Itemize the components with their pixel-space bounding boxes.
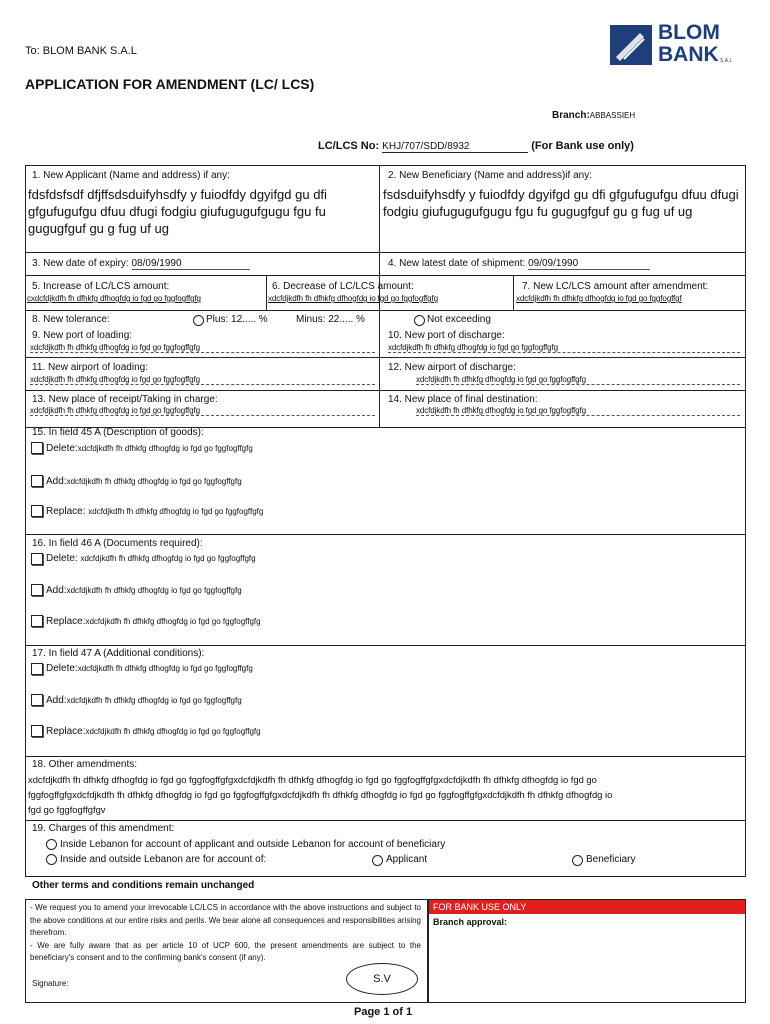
new-beneficiary-field[interactable]: fsdsduifyhsdfy y fuiodfdy dgyifgd gu dfi gfgufugufgu dfuu dfugi fodgiu giufugugufgugu fgu fu gugugfguf gu g fug uf ug bbox=[383, 187, 739, 219]
tolerance-minus-value[interactable]: Minus: 22..... % bbox=[296, 314, 365, 325]
new-applicant-field[interactable]: fdsfdsfsdf dfjffsdsduifyhsdfy y fuiodfdy dgyifgd gu dfi gfgufugufgu dfuu dfugi fodgiu giufugugufgugu fgu fu gugugfguf gu g fug uf ug bbox=[28, 187, 327, 236]
lc-number-field[interactable]: KHJ/707/SDD/8932 bbox=[382, 141, 528, 153]
f16-replace-checkbox[interactable] bbox=[31, 615, 43, 627]
field7-label: 7. New LC/LCS amount after amendment: bbox=[522, 281, 709, 292]
field15-title: 15. In field 45 A (Description of goods): bbox=[32, 427, 204, 438]
f16-delete-checkbox[interactable] bbox=[31, 553, 43, 565]
decrease-amount-field[interactable]: xdcfdjkdfh fh dfhkfg dfhogfdg io fgd go fggfogffgfg bbox=[268, 294, 438, 303]
f15-add-checkbox[interactable] bbox=[31, 475, 43, 487]
f16-add-label: Add: bbox=[46, 585, 67, 596]
f17-delete-checkbox[interactable] bbox=[31, 663, 43, 675]
f15-add-label: Add: bbox=[46, 476, 67, 487]
branch-label: Branch: bbox=[552, 110, 590, 121]
other-amendments-line2: fggfogffgfgxdcfdjkdfh fh dfhkfg dfhogfdg io fgd go fggfogffgfgxdcfdjkdfh fh dfhkfg dfhogfdg io fgd go fggfogffgfgxdcfdjkdfh fh dfhkfg dfhogfdg io bbox=[28, 789, 613, 800]
f15-replace-label: Replace: bbox=[46, 506, 86, 517]
f15-replace-checkbox[interactable] bbox=[31, 505, 43, 517]
f15-delete-label: Delete: bbox=[46, 443, 78, 454]
f17-delete-field[interactable]: xdcfdjkdfh fh dfhkfg dfhogfdg io fgd go fggfogffgfg bbox=[77, 664, 253, 673]
f17-add-label: Add: bbox=[46, 695, 67, 706]
logo-word-bank: BANK bbox=[658, 43, 719, 66]
airport-discharge-field[interactable]: xdcfdjkdfh fh dfhkfg dfhogfdg io fgd go fggfogffgfg bbox=[416, 375, 740, 385]
field14-label: 14. New place of final destination: bbox=[388, 394, 538, 405]
f17-replace-row bbox=[46, 726, 261, 737]
bank-use-box bbox=[428, 899, 746, 1003]
port-loading-field[interactable]: xdcfdjkdfh fh dfhkfg dfhogfdg io fgd go fggfogffgfg bbox=[30, 343, 375, 353]
bank-use-title: FOR BANK USE ONLY bbox=[433, 902, 527, 912]
new-shipment-date-field[interactable]: 09/09/1990 bbox=[528, 258, 650, 270]
f16-delete-field[interactable]: xdcfdjkdfh fh dfhkfg dfhogfdg io fgd go fggfogffgfg bbox=[80, 554, 256, 563]
charges-inside-outside-radio[interactable] bbox=[46, 854, 57, 865]
f15-delete-row bbox=[46, 443, 253, 454]
field2-label: 2. New Beneficiary (Name and address)if any: bbox=[388, 170, 592, 181]
branch-value: ABBASSIEH bbox=[589, 111, 636, 120]
f16-replace-row bbox=[46, 616, 261, 627]
field5-label: 5. Increase of LC/LCS amount: bbox=[32, 281, 170, 292]
f15-add-field[interactable]: xdcfdjkdfh fh dfhkfg dfhogfdg io fgd go fggfogffgfg bbox=[66, 477, 242, 486]
beneficiary-label: Beneficiary bbox=[586, 854, 636, 865]
logo-word-blom: BLOM bbox=[658, 21, 720, 44]
charges-inside-outside-label: Inside and outside Lebanon are for account of: bbox=[60, 854, 267, 865]
f15-delete-field[interactable]: xdcfdjkdfh fh dfhkfg dfhogfdg io fgd go fggfogffgfg bbox=[77, 444, 253, 453]
f16-add-checkbox[interactable] bbox=[31, 584, 43, 596]
logo-sal: S.A.L bbox=[720, 58, 733, 64]
signature-label: Signature: bbox=[32, 979, 69, 988]
port-discharge-field[interactable]: xdcfdjkdfh fh dfhkfg dfhogfdg io fgd go fggfogffgfg bbox=[388, 343, 740, 353]
final-destination-field[interactable]: xdcfdjkdfh fh dfhkfg dfhogfdg io fgd go fggfogffgfg bbox=[416, 406, 740, 416]
field16-title: 16. In field 46 A (Documents required): bbox=[32, 538, 203, 549]
tolerance-plus-value[interactable]: Plus: 12..... % bbox=[206, 314, 268, 325]
f15-delete-checkbox[interactable] bbox=[31, 442, 43, 454]
f17-replace-checkbox[interactable] bbox=[31, 725, 43, 737]
field17-title: 17. In field 47 A (Additional conditions): bbox=[32, 648, 205, 659]
field6-label: 6. Decrease of LC/LCS amount: bbox=[272, 281, 414, 292]
new-amount-field[interactable]: xdcfdjkdfh fh dfhkfg dfhogfdg io fgd go fggfogffgf bbox=[516, 294, 682, 303]
f17-delete-row bbox=[46, 663, 253, 674]
f16-replace-field[interactable]: xdcfdjkdfh fh dfhkfg dfhogfdg io fgd go fggfogffgfg bbox=[85, 617, 261, 626]
declaration-2: - We are fully aware that as per article 10 of UCP 600, the present amendments are subject to the beneficiary's consent and to the confirming bank's consent (if any). bbox=[30, 940, 421, 962]
f16-delete-row bbox=[46, 553, 256, 564]
field13-label: 13. New place of receipt/Taking in charge: bbox=[32, 394, 218, 405]
field1-label: 1. New Applicant (Name and address) if any: bbox=[32, 170, 230, 181]
bank-use-note: (For Bank use only) bbox=[531, 140, 634, 152]
new-expiry-date-field[interactable]: 08/09/1990 bbox=[132, 258, 250, 270]
f17-add-field[interactable]: xdcfdjkdfh fh dfhkfg dfhogfdg io fgd go fggfogffgfg bbox=[66, 696, 242, 705]
not-exceeding-radio[interactable] bbox=[414, 315, 425, 326]
beneficiary-radio[interactable] bbox=[572, 855, 583, 866]
shipment-row bbox=[388, 258, 650, 270]
declaration-text bbox=[30, 902, 421, 965]
page-title: APPLICATION FOR AMENDMENT (LC/ LCS) bbox=[25, 76, 315, 92]
f17-replace-field[interactable]: xdcfdjkdfh fh dfhkfg dfhogfdg io fgd go fggfogffgfg bbox=[85, 727, 261, 736]
page-number: Page 1 of 1 bbox=[354, 1006, 413, 1018]
f15-replace-row bbox=[46, 506, 263, 517]
amendment-form bbox=[25, 165, 746, 877]
field4-label: 4. New latest date of shipment: bbox=[388, 258, 526, 269]
field11-label: 11. New airport of loading: bbox=[32, 362, 148, 373]
f15-add-row bbox=[46, 476, 242, 487]
charges-split-label: Inside Lebanon for account of applicant and outside Lebanon for account of beneficiary bbox=[60, 839, 446, 850]
f15-replace-field[interactable]: xdcfdjkdfh fh dfhkfg dfhogfdg io fgd go fggfogffgfg bbox=[88, 507, 264, 516]
f16-delete-label: Delete: bbox=[46, 553, 78, 564]
blom-logo-icon bbox=[610, 25, 654, 67]
airport-loading-field[interactable]: xdcfdjkdfh fh dfhkfg dfhogfdg io fgd go fggfogffgfg bbox=[30, 375, 375, 385]
field12-label: 12. New airport of discharge: bbox=[388, 362, 516, 373]
declaration-1: - We request you to amend your irrevocable LC/LCS in accordance with the above instructions and subject to the above conditions at our entire risks and perils. We bear alone all consequences and responsibilities arising therefrom. bbox=[30, 903, 421, 937]
f17-replace-label: Replace: bbox=[46, 726, 86, 737]
field8-label: 8. New tolerance: bbox=[32, 314, 110, 325]
f16-add-row bbox=[46, 585, 242, 596]
other-amendments-line1: xdcfdjkdfh fh dfhkfg dfhogfdg io fgd go fggfogffgfgxdcfdjkdfh fh dfhkfg dfhogfdg io fgd go fggfogffgfgxdcfdjkdfh fh dfhkfg dfhogfdg io fgd go bbox=[28, 774, 597, 785]
not-exceeding-label: Not exceeding bbox=[427, 314, 491, 325]
branch-approval-label: Branch approval: bbox=[433, 917, 508, 927]
signature-field[interactable]: S.V bbox=[346, 963, 418, 995]
field19-title: 19. Charges of this amendment: bbox=[32, 823, 175, 834]
charges-split-radio[interactable] bbox=[46, 839, 57, 850]
blom-bank-logo bbox=[610, 21, 740, 70]
tolerance-plus-radio[interactable] bbox=[193, 315, 204, 326]
other-amendments-line3: fgd go fggfogffgfgv bbox=[28, 804, 106, 815]
field3-label: 3. New date of expiry: bbox=[32, 258, 129, 269]
other-terms-note: Other terms and conditions remain unchanged bbox=[32, 880, 255, 891]
field10-label: 10. New port of discharge: bbox=[388, 330, 505, 341]
lc-number-row bbox=[318, 140, 634, 153]
f17-add-row bbox=[46, 695, 242, 706]
field9-label: 9. New port of loading: bbox=[32, 330, 133, 341]
f16-add-field[interactable]: xdcfdjkdfh fh dfhkfg dfhogfdg io fgd go fggfogffgfg bbox=[66, 586, 242, 595]
increase-amount-field[interactable]: cxdcfdjkdfh fh dfhkfg dfhogfdg io fgd go fggfogffgfg bbox=[27, 294, 201, 303]
place-receipt-field[interactable]: xdcfdjkdfh fh dfhkfg dfhogfdg io fgd go fggfogffgfg bbox=[30, 406, 375, 416]
other-amendments-field[interactable] bbox=[28, 772, 742, 817]
addressee: To: BLOM BANK S.A.L bbox=[25, 45, 137, 57]
applicant-radio[interactable] bbox=[372, 855, 383, 866]
expiry-row bbox=[32, 258, 250, 270]
f17-add-checkbox[interactable] bbox=[31, 694, 43, 706]
f17-delete-label: Delete: bbox=[46, 663, 78, 674]
lc-number-label: LC/LCS No: bbox=[318, 140, 380, 152]
field18-title: 18. Other amendments: bbox=[32, 759, 138, 770]
f16-replace-label: Replace: bbox=[46, 616, 86, 627]
branch-row bbox=[552, 110, 635, 121]
applicant-label: Applicant bbox=[386, 854, 428, 865]
